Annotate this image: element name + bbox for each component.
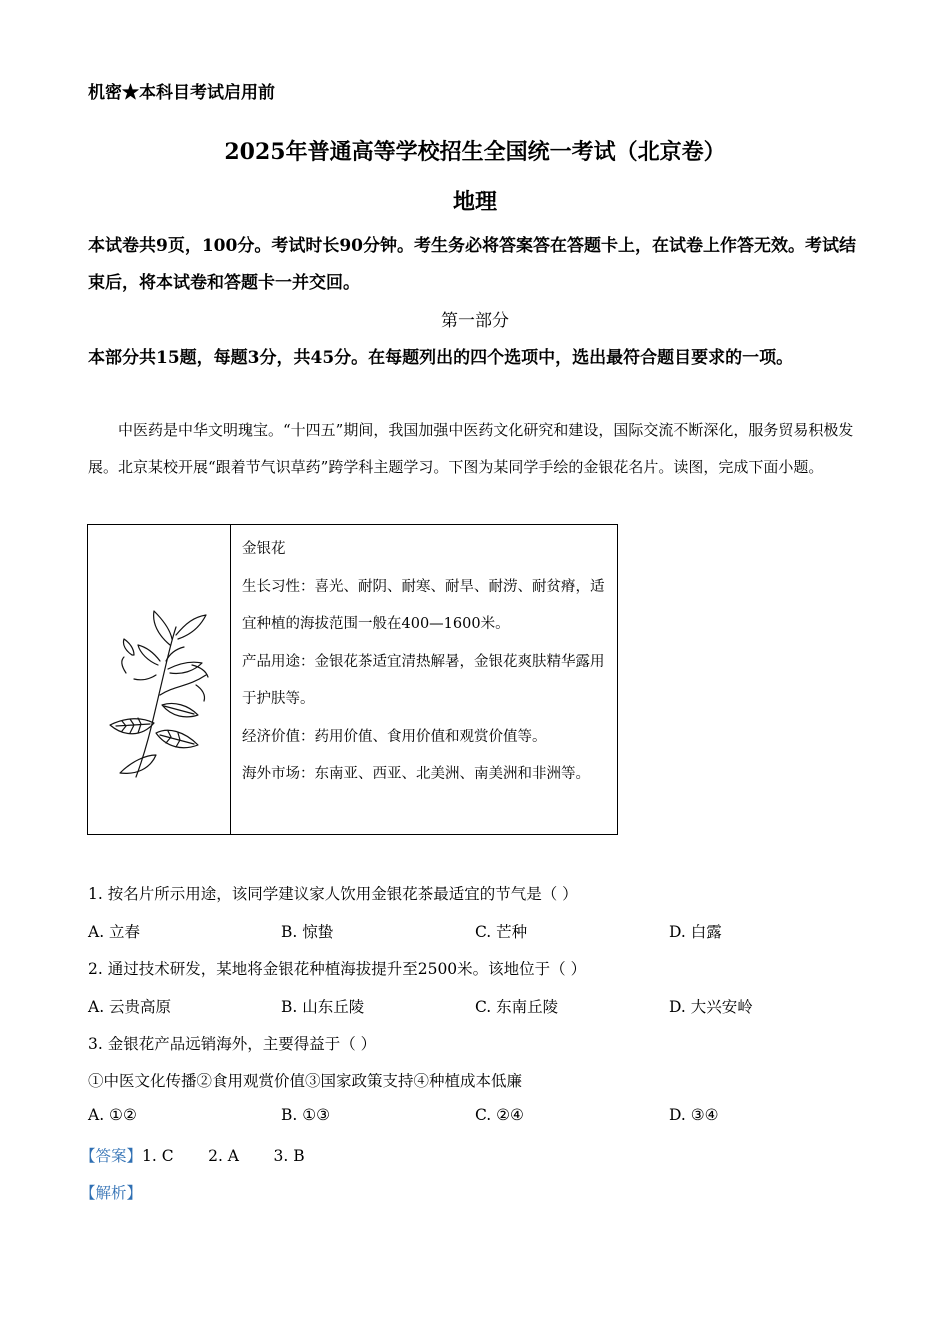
question-1-option-c: C. 芒种 bbox=[475, 923, 528, 941]
question-2-stem: 2. 通过技术研发，某地将金银花种植海拔提升至2500米。该地位于（ ） bbox=[88, 960, 587, 978]
card-economic-value: 经济价值：药用价值、食用价值和观赏价值等。 bbox=[242, 728, 547, 745]
question-2-option-c: C. 东南丘陵 bbox=[475, 998, 559, 1016]
card-text bbox=[242, 531, 614, 794]
card-plant-name: 金银花 bbox=[242, 541, 286, 557]
question-3-statements: ①中医文化传播②食用观赏价值③国家政策支持④种植成本低廉 bbox=[88, 1072, 523, 1090]
honeysuckle-drawing-icon bbox=[96, 605, 221, 785]
answer-line bbox=[80, 1144, 305, 1166]
analysis-tag: 【解析】 bbox=[80, 1184, 143, 1202]
reading-passage: 中医药是中华文明瑰宝。“十四五”期间，我国加强中医药文化研究和建设，国际交流不断深化，服务贸易积极发展。北京某校开展“跟着节气识草药”跨学科主题学习。下图为某同学手绘的金银花名片。读图，完成下面小题。 bbox=[88, 421, 854, 476]
answer-values: 1. C 2. A 3. B bbox=[142, 1147, 305, 1165]
question-3-option-b: B. ①③ bbox=[281, 1106, 331, 1124]
answer-tag: 【答案】 bbox=[80, 1147, 143, 1165]
section-instructions: 本部分共15题，每题3分，共45分。在每题列出的四个选项中，选出最符合题目要求的一项。 bbox=[88, 348, 794, 368]
question-2-option-d: D. 大兴安岭 bbox=[669, 998, 753, 1016]
card-growth-habit: 生长习性：喜光、耐阴、耐寒、耐旱、耐涝、耐贫瘠，适宜种植的海拔范围一般在400—1600米。 bbox=[242, 578, 605, 632]
honeysuckle-card bbox=[87, 524, 618, 835]
section-title: 第一部分 bbox=[441, 311, 509, 331]
card-overseas-market: 海外市场：东南亚、西亚、北美洲、南美洲和非洲等。 bbox=[242, 766, 590, 782]
card-product-usage: 产品用途：金银花茶适宜清热解暑，金银花爽肤精华露用于护肤等。 bbox=[242, 653, 605, 707]
question-3-stem: 3. 金银花产品远销海外，主要得益于（ ） bbox=[88, 1035, 377, 1053]
card-divider bbox=[230, 525, 231, 834]
subject-title: 地理 bbox=[452, 189, 497, 215]
exam-title: 2025年普通高等学校招生全国统一考试（北京卷） bbox=[224, 139, 726, 165]
question-2-option-a: A. 云贵高原 bbox=[88, 998, 172, 1016]
question-1-stem: 1. 按名片所示用途，该同学建议家人饮用金银花茶最适宜的节气是（ ） bbox=[88, 885, 578, 903]
question-3-option-c: C. ②④ bbox=[475, 1106, 524, 1124]
question-1-option-d: D. 白露 bbox=[669, 923, 722, 941]
question-1-option-b: B. 惊蛰 bbox=[281, 923, 334, 941]
question-3-option-a: A. ①② bbox=[88, 1106, 137, 1124]
question-3-option-d: D. ③④ bbox=[669, 1106, 719, 1124]
question-2-option-b: B. 山东丘陵 bbox=[281, 998, 365, 1016]
exam-intro: 本试卷共9页，100分。考试时长90分钟。考生务必将答案答在答题卡上，在试卷上作答无效。考试结束后，将本试卷和答题卡一并交回。 bbox=[88, 236, 856, 293]
question-1-option-a: A. 立春 bbox=[88, 923, 141, 941]
confidential-label: 机密★本科目考试启用前 bbox=[88, 83, 275, 103]
